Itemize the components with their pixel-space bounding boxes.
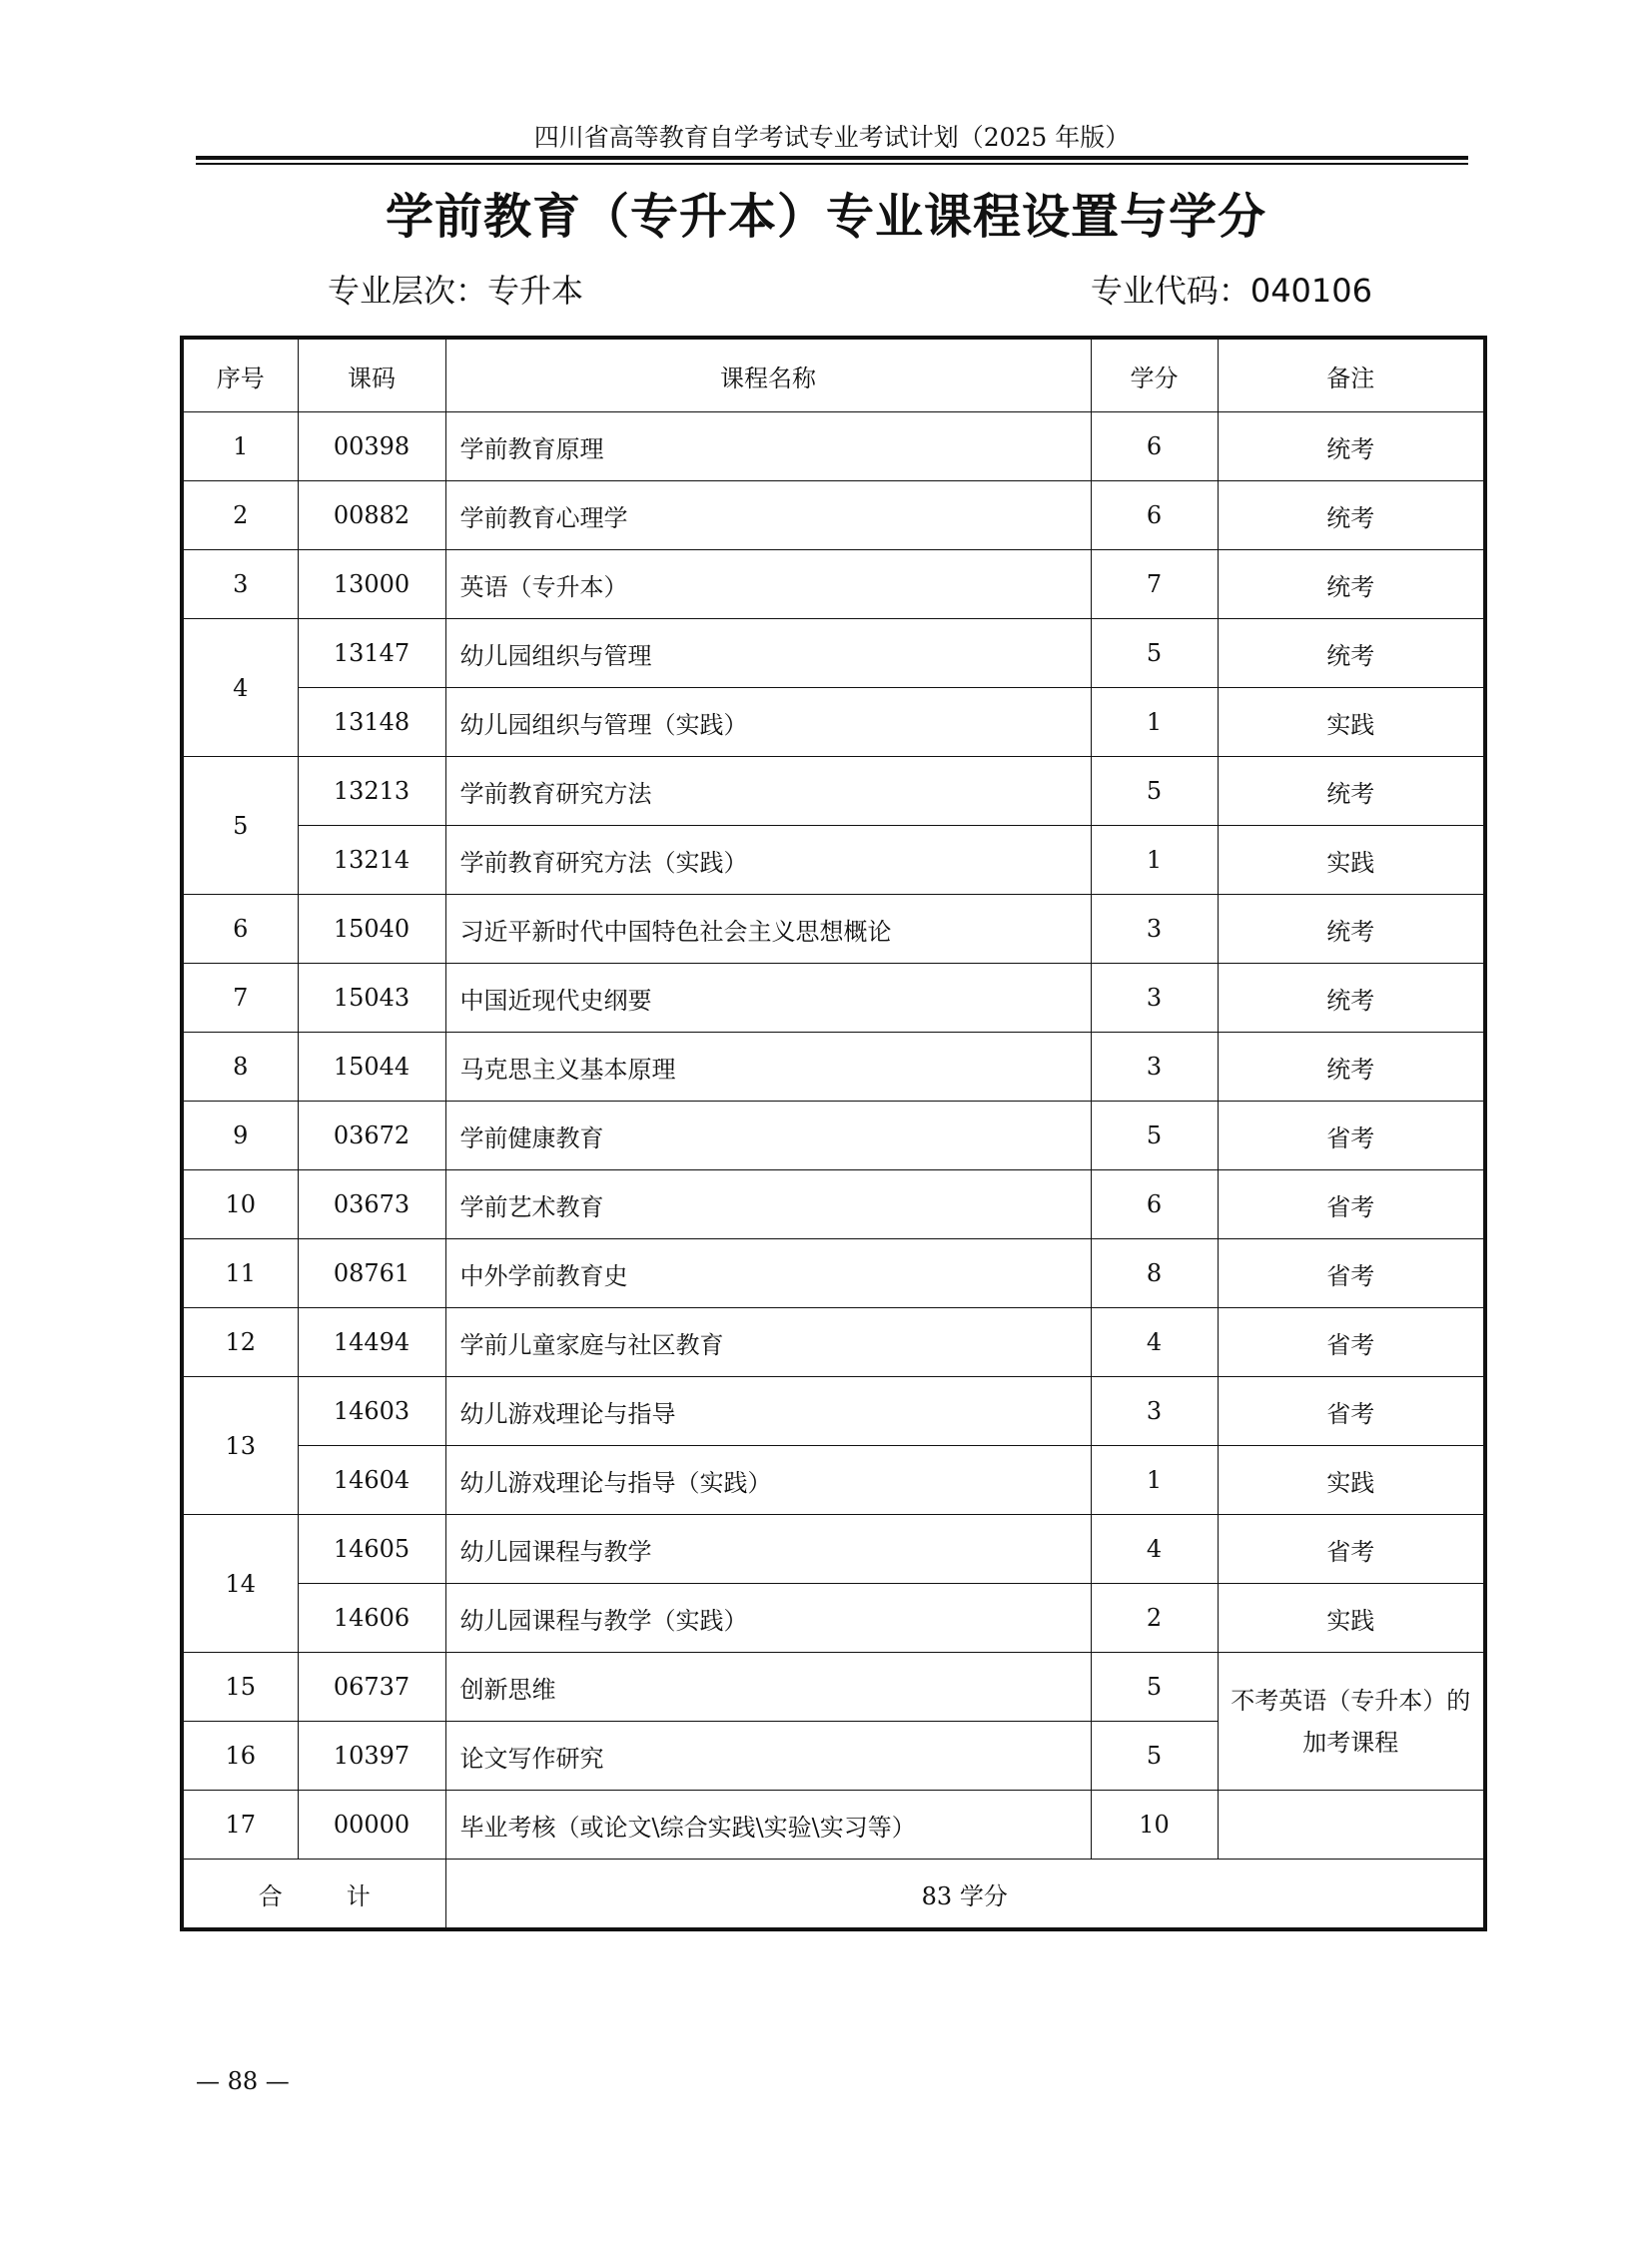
cell-note: 省考 xyxy=(1218,1308,1485,1377)
cell-name: 幼儿园组织与管理（实践） xyxy=(445,688,1091,757)
table-row xyxy=(182,1584,1485,1653)
table-row xyxy=(182,1653,1485,1722)
cell-no: 6 xyxy=(182,895,298,964)
note-line-2: 加考课程 xyxy=(1302,1728,1399,1757)
header-credit: 学分 xyxy=(1091,338,1218,412)
cell-code: 10397 xyxy=(298,1722,445,1791)
table-row xyxy=(182,688,1485,757)
page-title: 学前教育（专升本）专业课程设置与学分 xyxy=(385,189,1266,245)
cell-credit: 6 xyxy=(1091,1170,1218,1239)
cell-note: 实践 xyxy=(1218,688,1485,757)
table-header-row xyxy=(182,338,1485,412)
total-label-a: 合 xyxy=(258,1881,283,1910)
cell-credit: 8 xyxy=(1091,1239,1218,1308)
cell-name: 幼儿园课程与教学（实践） xyxy=(445,1584,1091,1653)
cell-code: 14605 xyxy=(298,1515,445,1584)
table-row xyxy=(182,1791,1485,1860)
cell-name: 学前儿童家庭与社区教育 xyxy=(445,1308,1091,1377)
cell-code: 14603 xyxy=(298,1377,445,1446)
cell-note-merged xyxy=(1218,1653,1485,1791)
header-code: 课码 xyxy=(298,338,445,412)
total-label-b: 计 xyxy=(346,1881,371,1910)
cell-credit: 10 xyxy=(1091,1791,1218,1860)
cell-credit: 2 xyxy=(1091,1584,1218,1653)
cell-no: 5 xyxy=(182,757,298,895)
cell-no: 17 xyxy=(182,1791,298,1860)
cell-credit: 1 xyxy=(1091,1446,1218,1515)
cell-name: 毕业考核（或论文\综合实践\实验\实习等） xyxy=(445,1791,1091,1860)
note-line-1: 不考英语（专升本）的 xyxy=(1231,1686,1471,1715)
cell-credit: 3 xyxy=(1091,1033,1218,1102)
cell-note: 统考 xyxy=(1218,1033,1485,1102)
cell-credit: 5 xyxy=(1091,1722,1218,1791)
cell-code: 13214 xyxy=(298,826,445,895)
table-row xyxy=(182,826,1485,895)
cell-credit: 1 xyxy=(1091,826,1218,895)
cell-no: 15 xyxy=(182,1653,298,1722)
cell-name: 创新思维 xyxy=(445,1653,1091,1722)
cell-note: 统考 xyxy=(1218,964,1485,1033)
cell-credit: 5 xyxy=(1091,1102,1218,1170)
header-rule-thick xyxy=(196,156,1468,160)
cell-name: 学前教育原理 xyxy=(445,412,1091,481)
cell-credit: 7 xyxy=(1091,550,1218,619)
cell-code: 08761 xyxy=(298,1239,445,1308)
table-row xyxy=(182,964,1485,1033)
cell-code: 14606 xyxy=(298,1584,445,1653)
cell-code: 00000 xyxy=(298,1791,445,1860)
cell-code: 03673 xyxy=(298,1170,445,1239)
cell-no: 9 xyxy=(182,1102,298,1170)
cell-no: 1 xyxy=(182,412,298,481)
cell-credit: 3 xyxy=(1091,1377,1218,1446)
table-row xyxy=(182,1308,1485,1377)
header-name: 课程名称 xyxy=(445,338,1091,412)
cell-no: 4 xyxy=(182,619,298,757)
cell-note: 省考 xyxy=(1218,1239,1485,1308)
cell-code: 00882 xyxy=(298,481,445,550)
cell-code: 00398 xyxy=(298,412,445,481)
header-no: 序号 xyxy=(182,338,298,412)
cell-note: 统考 xyxy=(1218,757,1485,826)
total-row xyxy=(182,1860,1485,1930)
cell-name: 学前教育心理学 xyxy=(445,481,1091,550)
cell-credit: 5 xyxy=(1091,1653,1218,1722)
page-number: — 88 — xyxy=(196,2067,290,2095)
cell-note: 省考 xyxy=(1218,1515,1485,1584)
cell-name: 中国近现代史纲要 xyxy=(445,964,1091,1033)
cell-note: 省考 xyxy=(1218,1377,1485,1446)
cell-name: 幼儿园组织与管理 xyxy=(445,619,1091,688)
cell-name: 马克思主义基本原理 xyxy=(445,1033,1091,1102)
cell-no: 7 xyxy=(182,964,298,1033)
cell-credit: 3 xyxy=(1091,964,1218,1033)
document-header: 四川省高等教育自学考试专业考试计划（2025 年版） xyxy=(533,123,1131,152)
cell-name: 习近平新时代中国特色社会主义思想概论 xyxy=(445,895,1091,964)
major-level: 专业层次：专升本 xyxy=(328,272,584,310)
cell-code: 15043 xyxy=(298,964,445,1033)
cell-name: 学前教育研究方法（实践） xyxy=(445,826,1091,895)
cell-name: 论文写作研究 xyxy=(445,1722,1091,1791)
cell-credit: 3 xyxy=(1091,895,1218,964)
cell-code: 03672 xyxy=(298,1102,445,1170)
cell-credit: 5 xyxy=(1091,619,1218,688)
table-row xyxy=(182,1239,1485,1308)
cell-note: 实践 xyxy=(1218,826,1485,895)
cell-code: 06737 xyxy=(298,1653,445,1722)
cell-code: 14604 xyxy=(298,1446,445,1515)
table-row xyxy=(182,757,1485,826)
cell-name: 幼儿游戏理论与指导（实践） xyxy=(445,1446,1091,1515)
course-table xyxy=(180,336,1487,1931)
table-row xyxy=(182,1515,1485,1584)
cell-no: 8 xyxy=(182,1033,298,1102)
cell-credit: 4 xyxy=(1091,1515,1218,1584)
cell-code: 13147 xyxy=(298,619,445,688)
cell-name: 中外学前教育史 xyxy=(445,1239,1091,1308)
cell-no: 10 xyxy=(182,1170,298,1239)
table-row xyxy=(182,1446,1485,1515)
cell-no: 14 xyxy=(182,1515,298,1653)
cell-no: 16 xyxy=(182,1722,298,1791)
table-row xyxy=(182,619,1485,688)
cell-credit: 6 xyxy=(1091,481,1218,550)
cell-note: 实践 xyxy=(1218,1584,1485,1653)
total-label xyxy=(182,1860,445,1930)
cell-name: 幼儿园课程与教学 xyxy=(445,1515,1091,1584)
table-row xyxy=(182,550,1485,619)
cell-note: 统考 xyxy=(1218,550,1485,619)
table-row xyxy=(182,1170,1485,1239)
cell-no: 12 xyxy=(182,1308,298,1377)
cell-note: 省考 xyxy=(1218,1170,1485,1239)
cell-note: 实践 xyxy=(1218,1446,1485,1515)
cell-note: 统考 xyxy=(1218,412,1485,481)
cell-credit: 1 xyxy=(1091,688,1218,757)
cell-note: 统考 xyxy=(1218,481,1485,550)
cell-note: 统考 xyxy=(1218,895,1485,964)
table-row xyxy=(182,1033,1485,1102)
major-code: 专业代码：040106 xyxy=(1090,272,1372,310)
cell-credit: 4 xyxy=(1091,1308,1218,1377)
cell-note: 统考 xyxy=(1218,619,1485,688)
cell-code: 14494 xyxy=(298,1308,445,1377)
header-rule-thin xyxy=(196,163,1468,165)
cell-code: 15044 xyxy=(298,1033,445,1102)
cell-code: 13213 xyxy=(298,757,445,826)
table-row xyxy=(182,1377,1485,1446)
cell-credit: 6 xyxy=(1091,412,1218,481)
cell-note xyxy=(1218,1791,1485,1860)
table-row xyxy=(182,481,1485,550)
cell-no: 13 xyxy=(182,1377,298,1515)
table-row xyxy=(182,412,1485,481)
table-row xyxy=(182,1102,1485,1170)
cell-no: 11 xyxy=(182,1239,298,1308)
cell-name: 幼儿游戏理论与指导 xyxy=(445,1377,1091,1446)
table-row xyxy=(182,895,1485,964)
cell-code: 13148 xyxy=(298,688,445,757)
cell-name: 学前教育研究方法 xyxy=(445,757,1091,826)
cell-note: 省考 xyxy=(1218,1102,1485,1170)
header-note: 备注 xyxy=(1218,338,1485,412)
cell-name: 学前健康教育 xyxy=(445,1102,1091,1170)
total-value: 83 学分 xyxy=(445,1860,1485,1930)
cell-name: 学前艺术教育 xyxy=(445,1170,1091,1239)
cell-no: 3 xyxy=(182,550,298,619)
cell-no: 2 xyxy=(182,481,298,550)
cell-code: 15040 xyxy=(298,895,445,964)
cell-code: 13000 xyxy=(298,550,445,619)
cell-name: 英语（专升本） xyxy=(445,550,1091,619)
cell-credit: 5 xyxy=(1091,757,1218,826)
